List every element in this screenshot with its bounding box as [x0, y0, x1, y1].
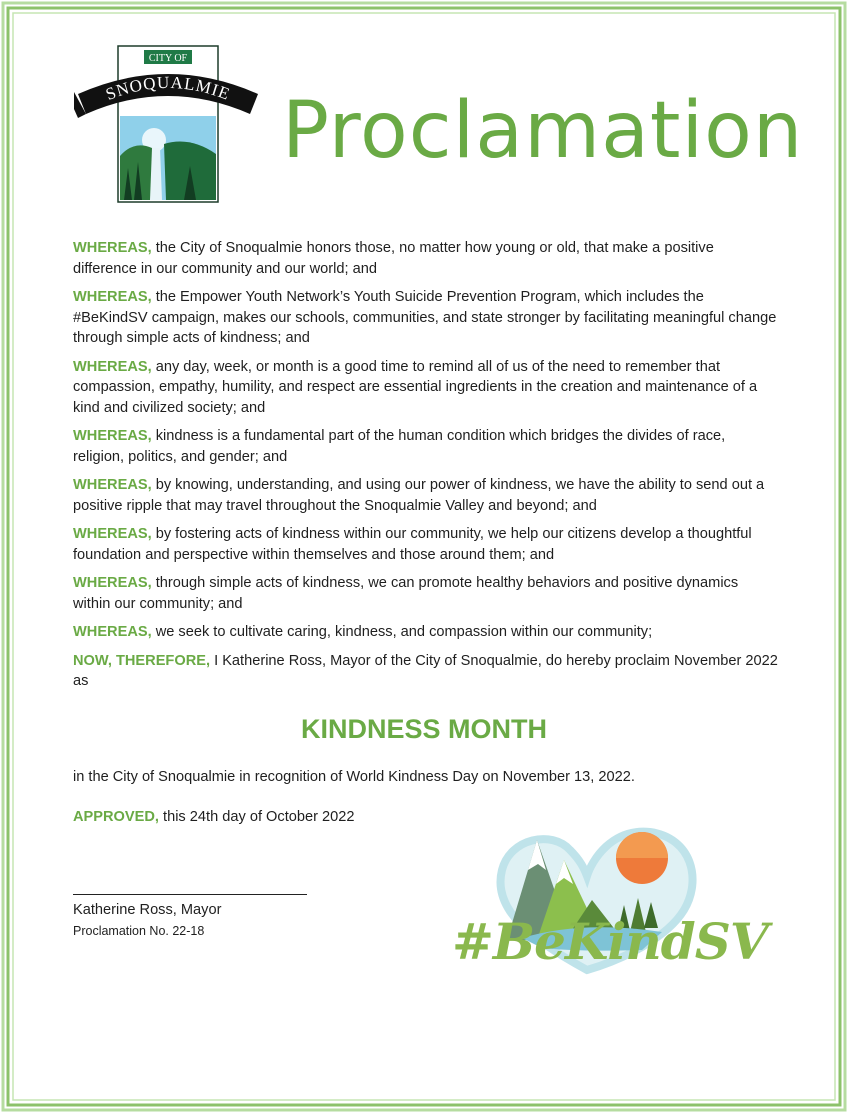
signer-name: Katherine Ross, Mayor	[73, 902, 222, 918]
paragraph-3	[73, 357, 779, 419]
paragraph-6	[73, 524, 779, 565]
kindness-month-heading: KINDNESS MONTH	[300, 714, 547, 744]
keyword: NOW, THEREFORE,	[73, 652, 211, 669]
paragraph-text: any day, week, or month is a good time to remind all of us of the need to remember that compassion, empathy, humility, and respect are essential ingredients in the creation and maintenance of a kind and civilized society; and	[73, 358, 758, 416]
paragraph-text: by fostering acts of kindness within our community, we help our citizens develop a thoughtful foundation and perspective within themselves and those around them; and	[73, 526, 752, 563]
approved-line	[73, 809, 355, 825]
paragraph-7	[73, 573, 779, 614]
recognition-text: in the City of Snoqualmie in recognition of World Kindness Day on November 13, 2022.	[73, 769, 635, 785]
keyword: WHEREAS,	[73, 575, 152, 591]
paragraph-text: we seek to cultivate caring, kindness, and compassion within our community;	[151, 624, 653, 640]
keyword: WHEREAS,	[73, 477, 152, 493]
city-logo	[74, 44, 262, 204]
keyword: WHEREAS,	[73, 428, 152, 444]
proclamation-number: Proclamation No. 22-18	[73, 924, 205, 938]
paragraph-9	[73, 651, 779, 692]
bekindsv-text: #BeKindSV	[452, 912, 768, 971]
keyword: WHEREAS,	[73, 358, 152, 375]
paragraph-4	[73, 426, 779, 467]
paragraph-text: I Katherine Ross, Mayor of the City of Snoqualmie, do hereby proclaim November 2022 as	[73, 652, 778, 689]
approved-text: this 24th day of October 2022	[158, 809, 355, 825]
proclamation-body	[73, 238, 779, 700]
paragraph-2	[73, 287, 779, 349]
keyword: WHEREAS,	[73, 624, 152, 640]
page-title: Proclamation	[282, 86, 804, 176]
paragraph-text: the Empower Youth Network’s Youth Suicide Prevention Program, which includes the #BeKindSV campaign, makes our schools, communities, and state stronger by facilitating meaningful change through simple acts of kindness; and	[73, 289, 777, 346]
logo-main-text: SNOQUALMIE	[103, 72, 233, 104]
approved-keyword: APPROVED,	[73, 809, 159, 825]
paragraph-text: by knowing, understanding, and using our power of kindness, we have the ability to send out a positive ripple that may travel throughout the Snoqualmie Valley and beyond; and	[73, 477, 765, 514]
paragraph-5	[73, 475, 779, 516]
keyword: WHEREAS,	[73, 526, 152, 542]
paragraph-8	[73, 622, 779, 643]
keyword: WHEREAS,	[73, 240, 152, 256]
paragraph-text: kindness is a fundamental part of the human condition which bridges the divides of race, religion, politics, and gender; and	[73, 428, 726, 465]
keyword: WHEREAS,	[73, 289, 152, 305]
paragraph-1	[73, 238, 779, 279]
logo-top-text: CITY OF	[148, 53, 188, 64]
paragraph-text: the City of Snoqualmie honors those, no matter how young or old, that make a positive difference in our community and our world; and	[73, 240, 714, 277]
signature-line	[73, 894, 307, 895]
paragraph-text: through simple acts of kindness, we can promote healthy behaviors and positive dynamics within our community; and	[73, 575, 739, 612]
